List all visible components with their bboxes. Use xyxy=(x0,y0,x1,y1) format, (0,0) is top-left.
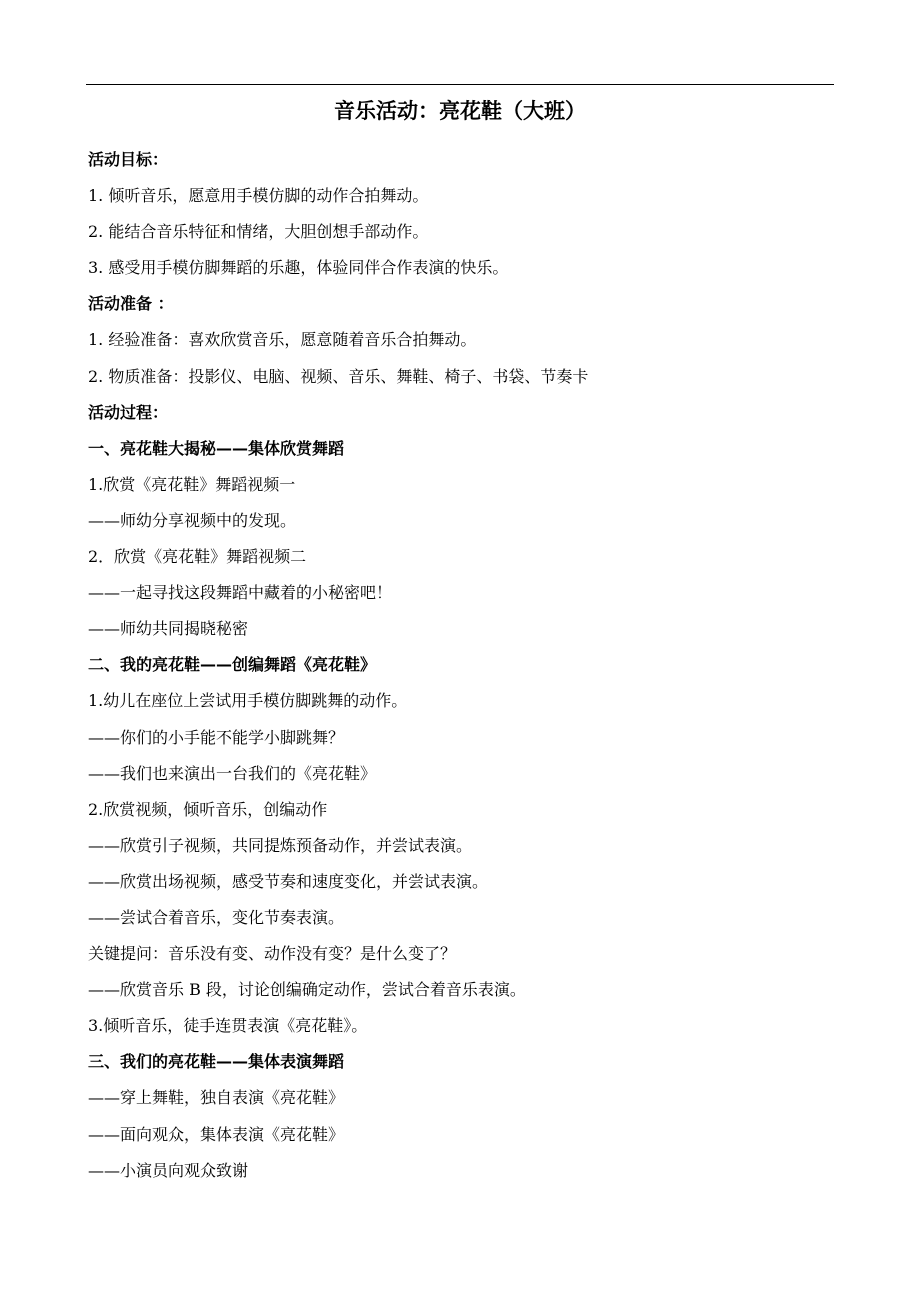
header-rule xyxy=(86,84,834,85)
body-line: 2．欣赏《亮花鞋》舞蹈视频二 xyxy=(88,547,307,567)
body-line: 1.幼儿在座位上尝试用手模仿脚跳舞的动作。 xyxy=(88,691,408,711)
section-heading: 二、我的亮花鞋——创编舞蹈《亮花鞋》 xyxy=(88,655,377,675)
body-line: ——师幼共同揭晓秘密 xyxy=(88,619,249,639)
body-line: ——小演员向观众致谢 xyxy=(88,1160,249,1180)
body-line: ——欣赏引子视频，共同提炼预备动作，并尝试表演。 xyxy=(88,835,473,855)
section-heading: 一、亮花鞋大揭秘——集体欣赏舞蹈 xyxy=(88,438,345,458)
body-line: ——穿上舞鞋，独自表演《亮花鞋》 xyxy=(88,1088,345,1108)
body-line: 2. 能结合音乐特征和情绪，大胆创想手部动作。 xyxy=(88,222,429,242)
body-line: 2. 物质准备：投影仪、电脑、视频、音乐、舞鞋、椅子、书袋、节奏卡 xyxy=(88,366,589,386)
body-line: 1. 倾听音乐，愿意用手模仿脚的动作合拍舞动。 xyxy=(88,186,429,206)
body-line: 3. 感受用手模仿脚舞蹈的乐趣，体验同伴合作表演的快乐。 xyxy=(88,258,509,278)
section-heading: 活动目标： xyxy=(88,150,169,169)
body-line: 关键提问：音乐没有变、动作没有变？是什么变了？ xyxy=(88,944,457,964)
section-heading: 三、我们的亮花鞋——集体表演舞蹈 xyxy=(88,1052,345,1072)
section-heading: 活动过程： xyxy=(88,402,169,422)
body-line: ——师幼分享视频中的发现。 xyxy=(88,510,297,530)
page-title: 音乐活动：亮花鞋（大班） xyxy=(334,99,586,123)
body-line: ——一起寻找这段舞蹈中藏着的小秘密吧！ xyxy=(88,583,393,603)
document-body xyxy=(88,142,848,1189)
body-line: ——我们也来演出一台我们的《亮花鞋》 xyxy=(88,763,377,783)
body-line: 2.欣赏视频，倾听音乐，创编动作 xyxy=(88,799,328,819)
body-line: 1. 经验准备：喜欢欣赏音乐，愿意随着音乐合拍舞动。 xyxy=(88,330,477,350)
body-line: ——面向观众，集体表演《亮花鞋》 xyxy=(88,1124,345,1144)
section-heading: 活动准备 ： xyxy=(88,294,174,314)
body-line: ——你们的小手能不能学小脚跳舞？ xyxy=(88,727,345,747)
body-line: 3.倾听音乐，徒手连贯表演《亮花鞋》。 xyxy=(88,1016,368,1036)
body-line: ——欣赏出场视频，感受节奏和速度变化，并尝试表演。 xyxy=(88,871,489,891)
body-line: 1.欣赏《亮花鞋》舞蹈视频一 xyxy=(88,474,296,494)
body-line: ——欣赏音乐 B 段，讨论创编确定动作，尝试合着音乐表演。 xyxy=(88,980,526,1000)
body-line: ——尝试合着音乐，变化节奏表演。 xyxy=(88,907,345,927)
